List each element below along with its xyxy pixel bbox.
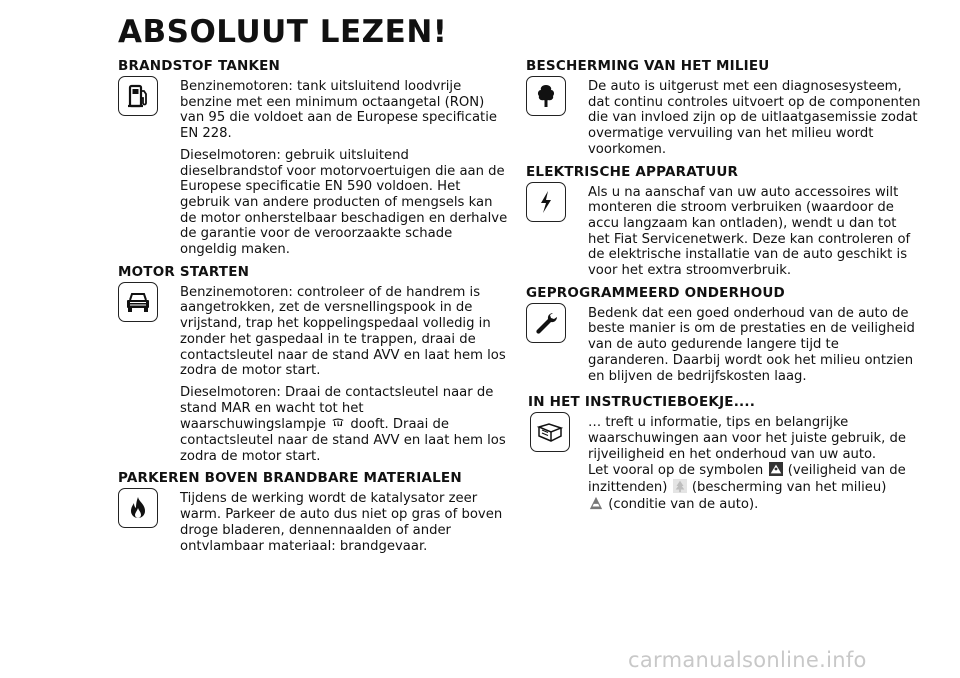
section-heading: BESCHERMING VAN HET MILIEU xyxy=(526,58,770,74)
start-diesel-text xyxy=(180,385,510,465)
parking-text: Tijdens de werking wordt de katalysator zeer warm. Parkeer de auto dus niet op gras of boven droge bladeren, dennennaalden of ander ontvlambaar materiaal: brandgevaar. xyxy=(180,491,503,554)
section-parking xyxy=(118,470,510,554)
section-fuel xyxy=(118,58,510,258)
start-petrol-text: Benzinemotoren: controleer of de handrem is aangetrokken, zet de versnellingspook in de vrijstand, trap het koppelingspedaal volledig in zonder het gaspedaal in te trappen, draai de contactsleutel naar de stand AVV en laat hem los zodra de motor start. xyxy=(180,284,506,379)
fuel-pump-icon xyxy=(118,76,158,116)
fuel-diesel-text: Dieselmotoren: gebruik uitsluitend dieselbrandstof voor motorvoertuigen die aan de Europese specificatie EN 590 voldoen. Het gebruik van andere producten of mengsels kan de motor onherstelbaar beschadigen en derhalve de garantie voor de veroorzaakte schade ongeldig maken. xyxy=(180,147,508,258)
occupant-safety-icon xyxy=(769,462,783,476)
start-diesel-text-a: Dieselmotoren: Draai de contactsleutel naar de stand MAR en wacht tot het waarschuwingslampje xyxy=(180,384,494,433)
left-column xyxy=(118,58,510,560)
section-handbook xyxy=(526,394,921,512)
section-heading: BRANDSTOF TANKEN xyxy=(118,58,281,74)
handbook-symbols-text-a: Let vooral op de symbolen xyxy=(588,463,764,479)
glow-plug-icon xyxy=(331,416,345,430)
section-start xyxy=(118,264,510,465)
lightning-icon xyxy=(526,182,566,222)
flame-icon xyxy=(118,488,158,528)
section-heading: ELEKTRISCHE APPARATUUR xyxy=(526,163,739,180)
handbook-symbols-text-c: (bescherming van het milieu) xyxy=(691,480,887,496)
watermark: carmanualsonline.info xyxy=(628,648,867,672)
electrical-text: Als u na aanschaf van uw auto accessoires wilt monteren die stroom verbruiken (waardoor de accu langzaam kan ontladen), wendt u dan tot het Fiat Servicenetwerk. Deze kan controleren of de elektrische installatie van de auto geschikt is voor het extra stroomverbruik. xyxy=(588,184,911,279)
environment-text: De auto is uitgerust met een diagnosesysteem, dat continu controles uitvoert op de componenten die van invloed zijn op de uitlaatgasemissie zodat overmatige vervuiling van het milieu wordt voorkomen. xyxy=(588,79,921,157)
car-condition-icon xyxy=(589,496,603,510)
section-heading: IN HET INSTRUCTIEBOEKJE.... xyxy=(528,394,756,411)
handbook-symbols-text-d: (conditie van de auto). xyxy=(608,496,759,512)
tree-icon xyxy=(526,76,566,116)
section-electrical xyxy=(526,164,921,279)
section-heading: GEPROGRAMMEERD ONDERHOUD xyxy=(526,284,785,301)
handbook-symbols-text-b: (veiligheid van de inzittenden) xyxy=(588,463,906,496)
handbook-intro-text: … treft u informatie, tips en belangrijke waarschuwingen aan voor het juiste gebruik, de rijveiligheid en het onderhoud van uw auto. xyxy=(588,415,906,462)
section-heading: PARKEREN BOVEN BRANDBARE MATERIALEN xyxy=(118,470,462,487)
right-column xyxy=(526,58,921,518)
open-book-icon xyxy=(530,412,570,452)
handbook-symbols-text xyxy=(588,462,921,512)
car-front-icon xyxy=(118,282,158,322)
environment-symbol-icon xyxy=(673,479,687,493)
section-heading: MOTOR STARTEN xyxy=(118,263,250,280)
section-maintenance xyxy=(526,285,921,385)
section-environment xyxy=(526,58,921,158)
fuel-petrol-text: Benzinemotoren: tank uitsluitend loodvrije benzine met een minimum octaangetal (RON) van 95 die voldoet aan de Europese specificatie EN 228. xyxy=(180,79,497,142)
page-title: ABSOLUUT LEZEN! xyxy=(118,14,448,50)
wrench-icon xyxy=(526,303,566,343)
maintenance-text: Bedenk dat een goed onderhoud van de auto de beste manier is om de prestaties en de veiligheid van de auto gedurende langere tijd te garanderen. Daarbij wordt ook het milieu ontzien en blijven de bedrijfskosten laag. xyxy=(588,305,915,384)
start-diesel-text-b: dooft. Draai de contactsleutel naar de stand AVV en laat hem los zodra de motor start. xyxy=(180,417,506,464)
